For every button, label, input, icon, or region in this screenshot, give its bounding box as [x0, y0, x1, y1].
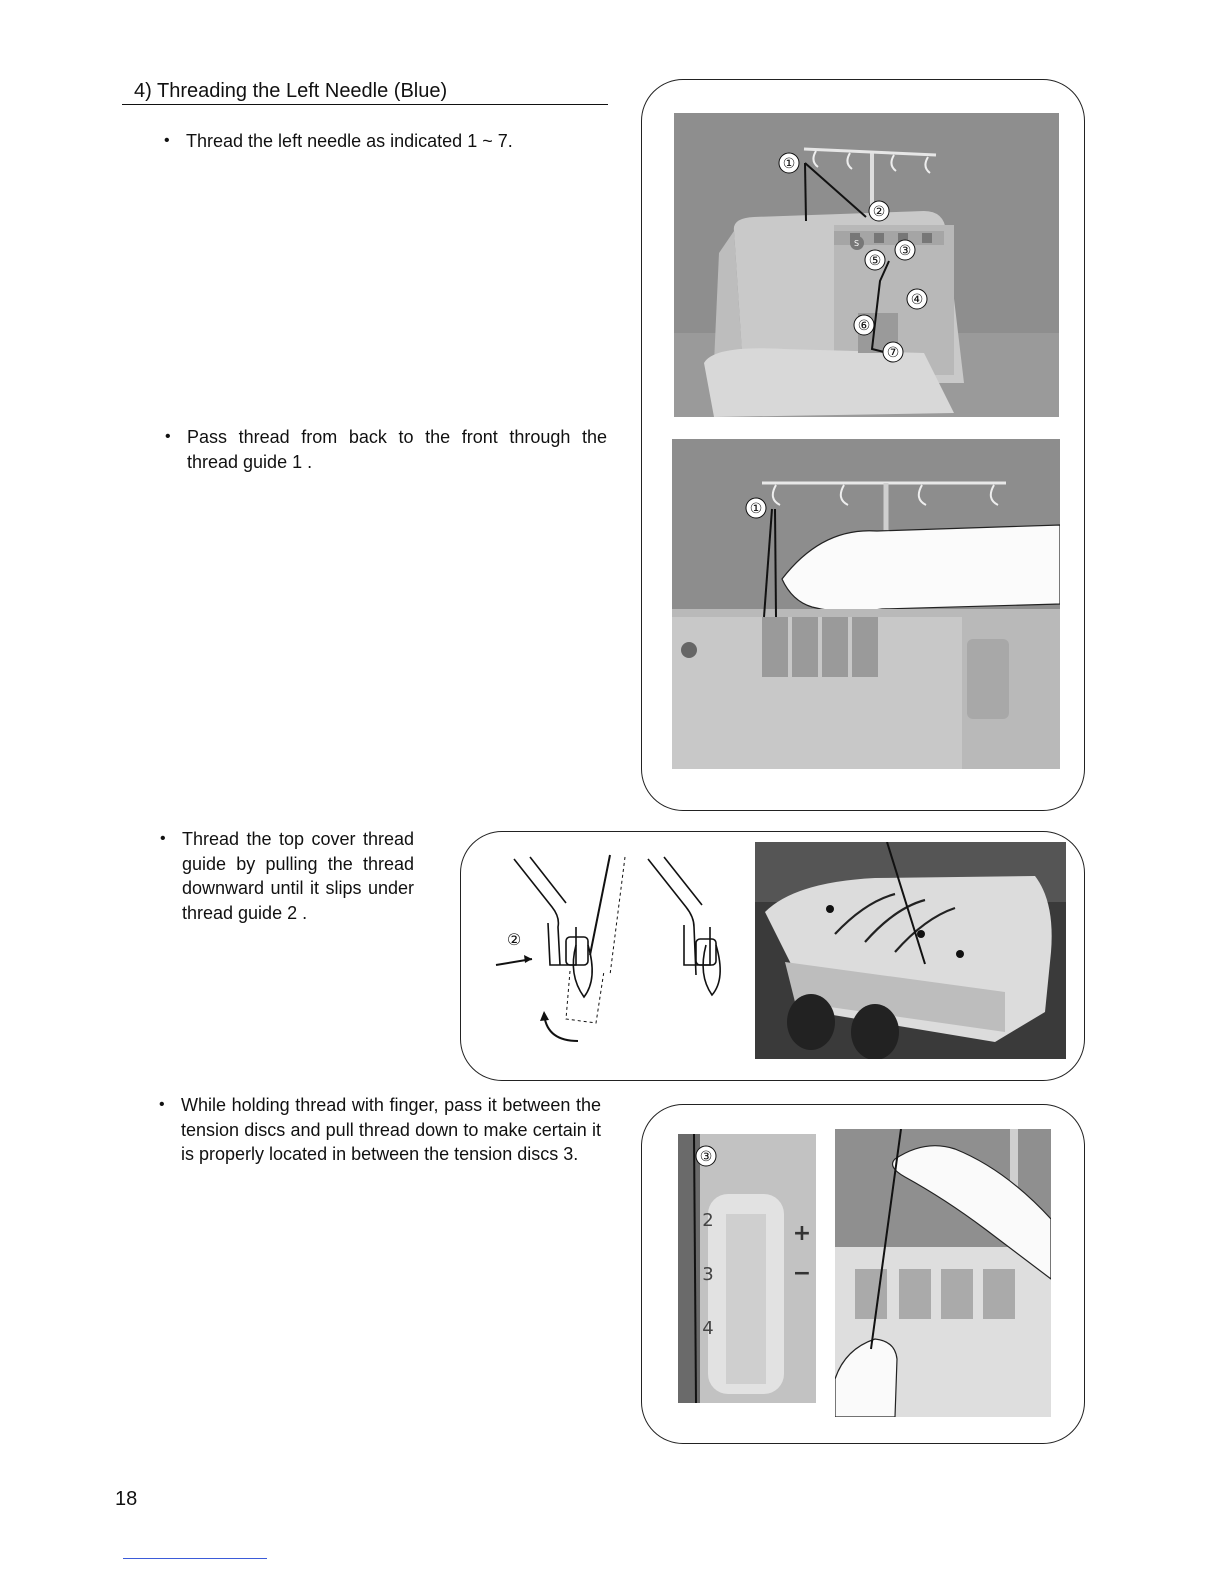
cover-guide-photo [755, 842, 1066, 1059]
callout-1: ① [782, 156, 796, 172]
step-4-text: While holding thread with finger, pass it between the tension discs and pull thread down to make certain it is properly located in between the tension discs 3. [181, 1095, 601, 1164]
step-3-text: Thread the top cover thread guide by pulling the thread downward until it slips under thread guide 2 . [182, 829, 414, 923]
svg-text:S: S [854, 239, 860, 248]
step-3 [160, 827, 414, 925]
bullet-icon: • [164, 132, 170, 149]
step-1-text: Thread the left needle as indicated 1 ~ 7. [186, 131, 513, 151]
page-number: 18 [115, 1488, 138, 1510]
step-2 [165, 425, 607, 474]
callout-thread-guide: ① [749, 501, 763, 517]
callout-4: ④ [910, 292, 924, 308]
callout-tension: ③ [699, 1149, 713, 1165]
callout-5: ⑤ [868, 253, 882, 269]
section-heading: 4) Threading the Left Needle (Blue) [122, 78, 608, 105]
tension-dial-closeup [678, 1134, 816, 1403]
callout-cover-guide: ② [506, 930, 522, 949]
step-4 [159, 1093, 601, 1167]
dial-number-3: 3 [702, 1264, 714, 1285]
bullet-icon: • [160, 830, 166, 847]
overlock-machine-photo [674, 113, 1059, 417]
callout-2: ② [872, 204, 886, 220]
dial-plus-icon: + [792, 1221, 812, 1246]
bullet-icon: • [165, 428, 171, 445]
dial-minus-icon: − [792, 1261, 812, 1286]
thread-guide-photo [672, 439, 1060, 769]
cover-guide-diagram [480, 845, 740, 1060]
step-2-text: Pass thread from back to the front through the thread guide 1 . [187, 427, 607, 472]
dial-number-4: 4 [702, 1318, 714, 1339]
bullet-icon: • [159, 1096, 165, 1113]
callout-3: ③ [898, 243, 912, 259]
footer-divider [123, 1558, 267, 1559]
tension-discs-photo [835, 1129, 1051, 1417]
step-1 [164, 129, 606, 154]
callout-7: ⑦ [886, 345, 900, 361]
dial-number-2: 2 [702, 1210, 714, 1231]
callout-6: ⑥ [857, 318, 871, 334]
